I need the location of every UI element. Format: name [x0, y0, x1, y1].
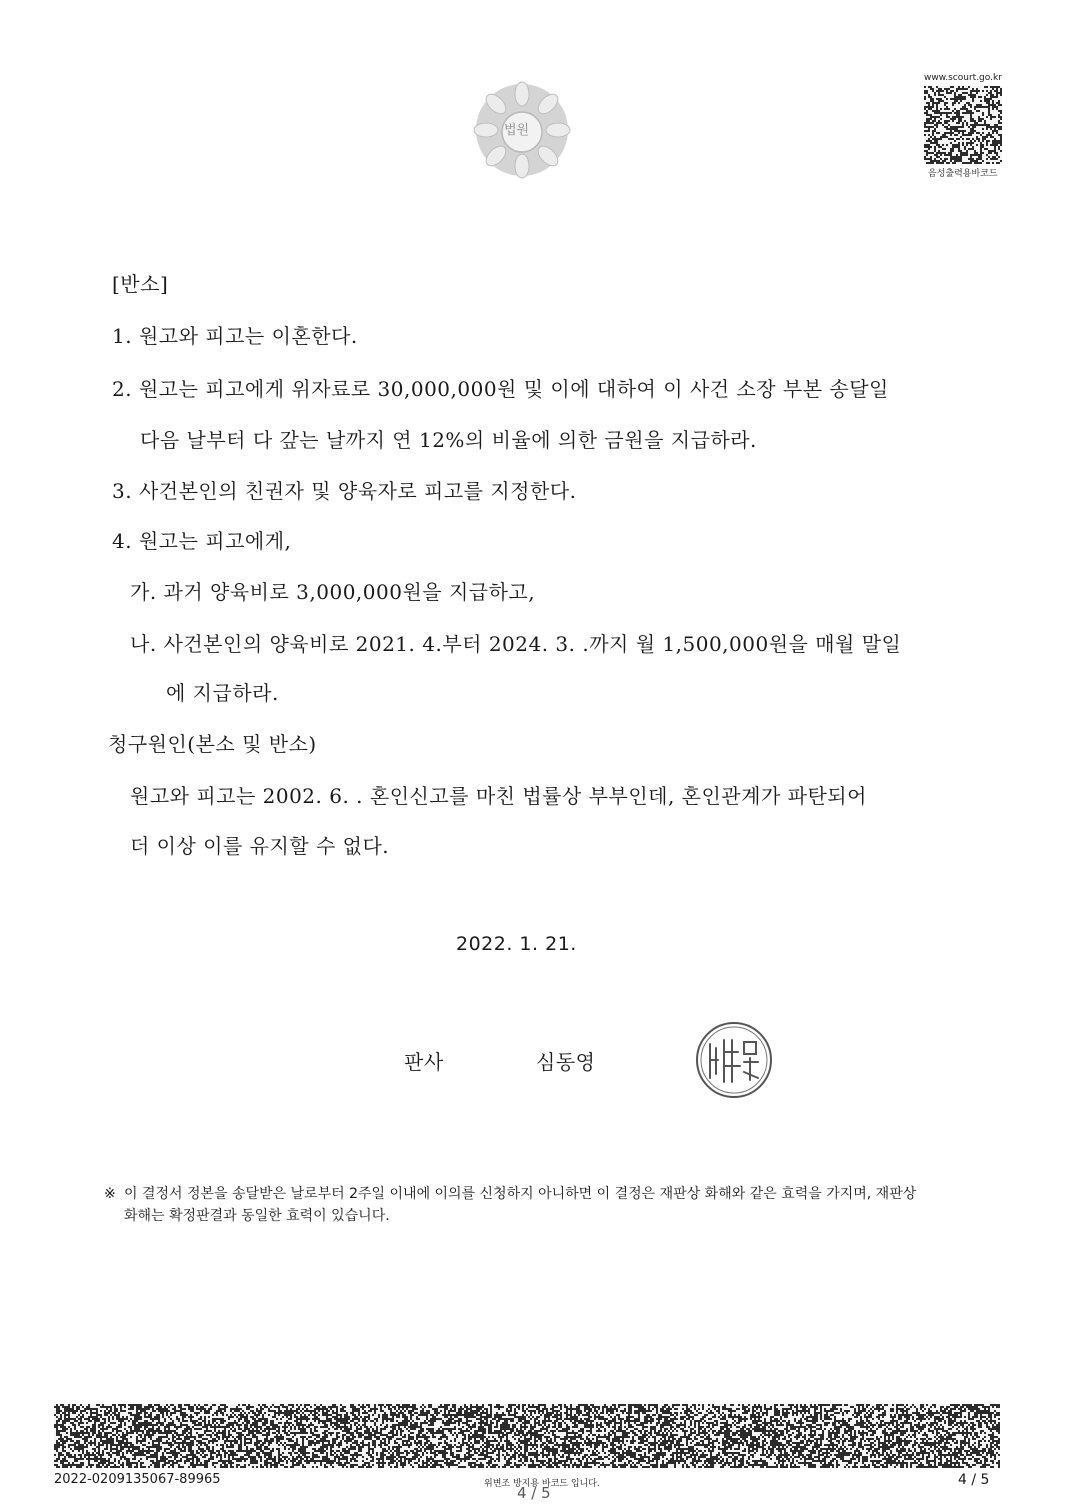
site-url: www.scourt.go.kr — [924, 73, 1002, 83]
item-2: 2. 원고는 피고에게 위자료로 30,000,000원 및 이에 대하여 이 사건 소장 부본 송달일 — [112, 377, 889, 401]
judge-seal-icon — [694, 1020, 774, 1100]
notice-mark: ※ — [104, 1186, 116, 1202]
item-2-cont: 다음 날부터 다 갚는 날까지 연 12%의 비율에 의한 금원을 지급하라. — [140, 428, 757, 452]
cause-line-2: 더 이상 이를 유지할 수 없다. — [130, 834, 390, 858]
qr-barcode-icon — [924, 86, 1002, 164]
item-3: 3. 사건본인의 친권자 및 양육자로 피고를 지정한다. — [112, 479, 577, 503]
item-4: 4. 원고는 피고에게, — [112, 529, 292, 553]
page-number-center: 4 / 5 — [517, 1484, 551, 1502]
judge-title: 판사 — [404, 1050, 444, 1074]
legal-notice — [104, 1183, 924, 1227]
judge-name: 심동영 — [536, 1050, 596, 1074]
notice-text: 이 결정서 정본을 송달받은 날로부터 2주일 이내에 이의를 신청하지 아니하면 이 결정은 재판상 화해와 같은 효력을 가지며, 재판상 화해는 확정판결과 동일한 효력이 있습니다. — [124, 1186, 917, 1224]
section-title: [반소] — [112, 272, 169, 296]
document-number: 2022-0209135067-89965 — [54, 1472, 221, 1487]
barcode-note: 위변조 방지용 바코드 입니다. — [484, 1479, 600, 1489]
cause-title: 청구원인(본소 및 반소) — [108, 732, 317, 756]
item-4-b: 나. 사건본인의 양육비로 2021. 4.부터 2024. 3. .까지 월 1,500,000원을 매월 말일 — [130, 632, 902, 656]
cause-line-1: 원고와 피고는 2002. 6. . 혼인신고를 마친 법률상 부부인데, 혼인관계가 파탄되어 — [130, 784, 867, 808]
emblem-label: 법원 — [504, 123, 530, 138]
decision-date: 2022. 1. 21. — [456, 933, 577, 955]
page-number: 4 / 5 — [958, 1472, 990, 1488]
barcode-caption: 음성출력용바코드 — [928, 169, 998, 179]
anti-forgery-barcode-icon — [54, 1404, 1000, 1468]
item-4-b-cont: 에 지급하라. — [166, 681, 279, 705]
item-4-a: 가. 과거 양육비로 3,000,000원을 지급하고, — [130, 580, 536, 604]
item-1: 1. 원고와 피고는 이혼한다. — [112, 324, 358, 348]
